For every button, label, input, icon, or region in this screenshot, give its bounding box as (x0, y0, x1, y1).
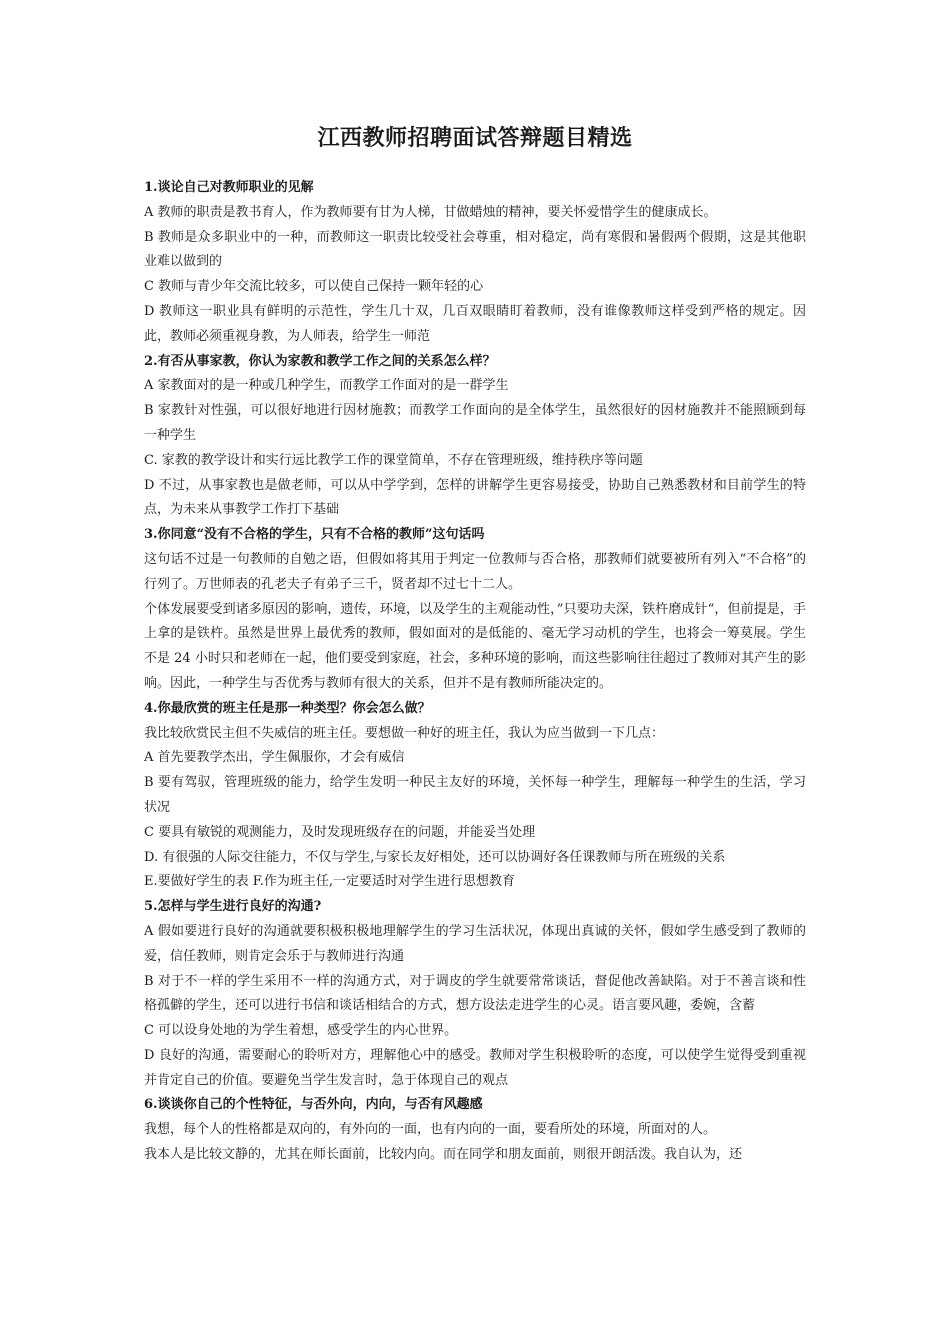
answer-paragraph: B 教师是众多职业中的一种，而教师这一职责比较受社会尊重，相对稳定，尚有寒假和暑假两个假期，这是其他职业难以做到的 (144, 229, 806, 270)
answer-paragraph: A 家教面对的是一种或几种学生，而教学工作面对的是一群学生 (144, 378, 509, 394)
answer-paragraph: 我比较欣赏民主但不失威信的班主任。要想做一种好的班主任，我认为应当做到一下几点： (144, 725, 665, 741)
answer-paragraph: 我本人是比较文静的，尤其在师长面前，比较内向。而在同学和朋友面前，则很开朗活泼。我自认为，还 (144, 1147, 743, 1163)
question-heading: 6.谈谈你自己的个性特征，与否外向，内向，与否有风趣感 (144, 1097, 483, 1113)
answer-paragraph: C. 家教的教学设计和实行远比教学工作的课堂简单，不存在管理班级，维持秩序等问题 (144, 452, 643, 468)
answer-paragraph: B 家教针对性强，可以很好地进行因材施教；而教学工作面向的是全体学生，虽然很好的因材施教并不能照顾到每一种学生 (144, 403, 806, 443)
document-body (144, 176, 806, 1168)
answer-paragraph: D. 有很强的人际交往能力，不仅与学生,与家长友好相处，还可以协调好各任课教师与所在班级的关系 (144, 849, 726, 865)
answer-paragraph: 个体发展要受到诸多原因的影响，遗传，环境，以及学生的主观能动性，”只要功夫深，铁杵磨成针“，但前提是，手上拿的是铁杵。虽然是世界上最优秀的教师，假如面对的是低能的、毫无学习动机的学生，也将会一筹莫展。学生不是 24 小时只和老师在一起，他们要受到家庭，社会，多种环境的影响，而这些影响往往超过了教师对其产生的影响。因此，一种学生与否优秀与教师有很大的关系，但并不是有教师所能决定的。 (144, 601, 806, 691)
answer-paragraph: A 教师的职责是教书育人，作为教师要有甘为人梯，甘做蜡烛的精神，要关怀爱惜学生的健康成长。 (144, 204, 717, 220)
question-heading: 4.你最欣赏的班主任是那一种类型？你会怎么做？ (144, 700, 431, 716)
answer-paragraph: D 教师这一职业具有鲜明的示范性，学生几十双，几百双眼睛盯着教师，没有谁像教师这样受到严格的规定。因此，教师必须重视身教，为人师表，给学生一师范 (144, 303, 806, 344)
answer-paragraph: E.要做好学生的表 F.作为班主任,一定要适时对学生进行思想教育 (144, 874, 516, 890)
answer-paragraph: A 首先要教学杰出，学生佩服你，才会有威信 (144, 750, 405, 766)
question-heading: 2.有否从事家教，你认为家教和教学工作之间的关系怎么样？ (144, 353, 496, 369)
answer-paragraph: B 对于不一样的学生采用不一样的沟通方式，对于调皮的学生就要常常谈话，督促他改善缺陷。对于不善言谈和性格孤僻的学生，还可以进行书信和谈话相结合的方式，想方设法走进学生的心灵。语言要风趣，委婉，含蓄 (144, 973, 806, 1014)
answer-paragraph: B 要有驾驭，管理班级的能力，给学生发明一种民主友好的环境，关怀每一种学生，理解每一种学生的生活，学习状况 (144, 775, 806, 815)
answer-paragraph: 我想，每个人的性格都是双向的，有外向的一面，也有内向的一面，要看所处的环境，所面对的人。 (144, 1122, 717, 1138)
answer-paragraph: C 要具有敏锐的观测能力，及时发现班级存在的问题，并能妥当处理 (144, 824, 536, 840)
answer-paragraph: D 良好的沟通，需要耐心的聆听对方，理解他心中的感受。教师对学生积极聆听的态度，可以使学生觉得受到重视并肯定自己的价值。要避免当学生发言时，急于体现自己的观点 (144, 1047, 806, 1088)
answer-paragraph: 这句话不过是一句教师的自勉之语，但假如将其用于判定一位教师与否合格，那教师们就要被所有列入“不合格”的行列了。万世师表的孔老夫子有弟子三千，贤者却不过七十二人。 (144, 551, 806, 592)
question-heading: 5.怎样与学生进行良好的沟通? (144, 899, 322, 915)
answer-paragraph: C 教师与青少年交流比较多，可以使自己保持一颗年轻的心 (144, 279, 484, 295)
question-heading: 1.谈论自己对教师职业的见解 (144, 180, 314, 195)
answer-paragraph: A 假如要进行良好的沟通就要积极积极地理解学生的学习生活状况，体现出真诚的关怀，假如学生感受到了教师的爱，信任教师，则肯定会乐于与教师进行沟通 (144, 923, 806, 964)
answer-paragraph: D 不过，从事家教也是做老师，可以从中学学到，怎样的讲解学生更容易接受，协助自己熟悉教材和目前学生的特点，为未来从事教学工作打下基础 (144, 477, 806, 518)
answer-paragraph: C 可以设身处地的为学生着想，感受学生的内心世界。 (144, 1023, 458, 1039)
page-title: 江西教师招聘面试答辩题目精选 (317, 125, 633, 151)
question-heading: 3.你同意“没有不合格的学生，只有不合格的教师”这句话吗 (144, 527, 485, 543)
